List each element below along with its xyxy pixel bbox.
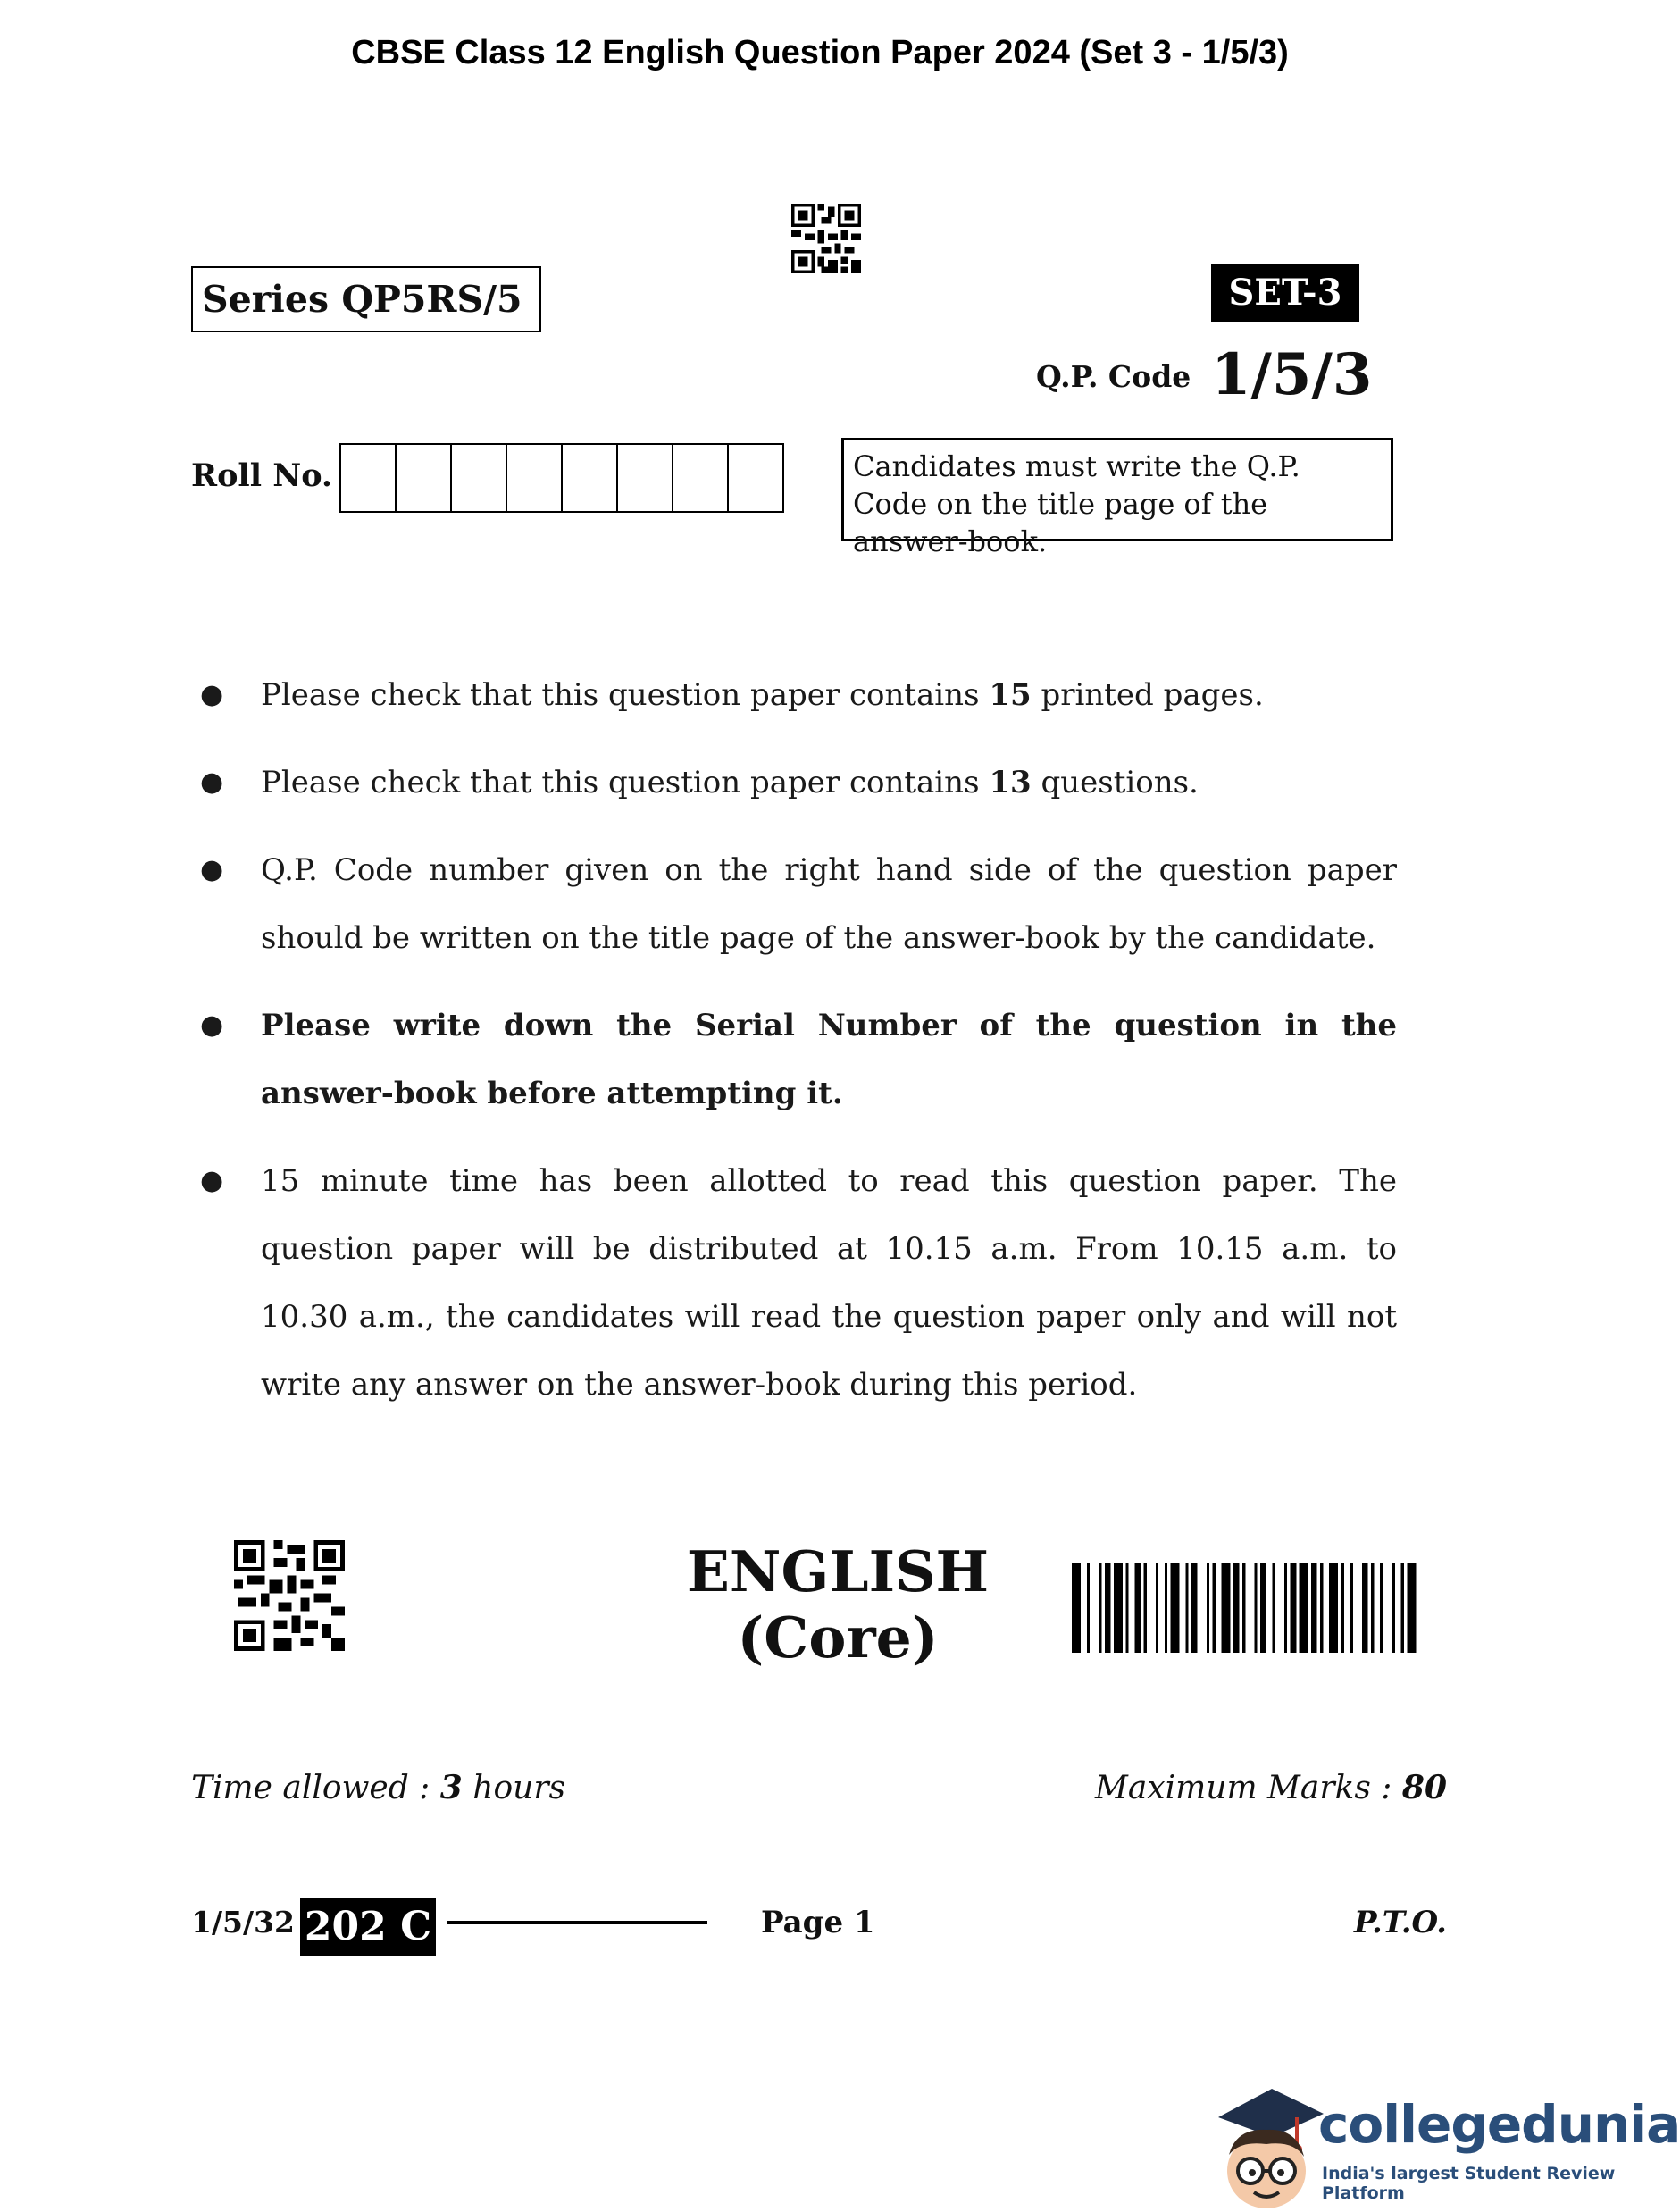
qp-code-label: Q.P. Code <box>1036 359 1191 394</box>
instruction-text: Please check that this question paper contains <box>261 677 990 713</box>
subject-variant: (Core) <box>737 1605 939 1671</box>
bullet-icon: ● <box>200 854 224 885</box>
series-label: Series QP5RS/5 <box>191 266 541 332</box>
instruction-item <box>191 836 1397 972</box>
instruction-text: Please check that this question paper contains <box>261 765 990 800</box>
qp-code-note: Candidates must write the Q.P. Code on the title page of the answer-book. <box>841 438 1393 541</box>
subject-title <box>625 1538 1050 1671</box>
roll-number-boxes[interactable] <box>339 443 784 513</box>
instruction-emphasis: 15 <box>989 677 1032 713</box>
brand-tagline: India's largest Student Review Platform <box>1322 2164 1616 2203</box>
instruction-list <box>191 661 1397 1438</box>
roll-number-digit-box[interactable] <box>450 443 507 513</box>
instruction-item <box>191 1147 1397 1419</box>
time-allowed <box>191 1769 565 1806</box>
bullet-icon: ● <box>200 1165 224 1196</box>
brand-name: collegedunia <box>1318 2094 1680 2155</box>
maximum-marks-label: Maximum Marks : <box>1095 1770 1402 1806</box>
instruction-item <box>191 661 1397 729</box>
instruction-text: Q.P. Code number given on the right hand side of the question paper should be written on the title page of the answer-book by the candidate. <box>261 852 1397 956</box>
maximum-marks <box>1095 1769 1447 1806</box>
bullet-icon: ● <box>200 1010 224 1041</box>
pto-label: P.T.O. <box>1354 1905 1447 1940</box>
instruction-text-end: printed pages. <box>1031 677 1264 713</box>
roll-number-label: Roll No. <box>191 457 333 494</box>
roll-number-digit-box[interactable] <box>672 443 729 513</box>
document-header-title: CBSE Class 12 English Question Paper 2024 (Set 3 - 1/5/3) <box>351 34 1289 71</box>
instruction-emphasis: 13 <box>989 765 1032 800</box>
bullet-icon: ● <box>200 679 224 710</box>
roll-number-digit-box[interactable] <box>339 443 397 513</box>
collegedunia-mascot-icon <box>1209 2082 1325 2212</box>
time-allowed-unit: hours <box>462 1770 565 1806</box>
footer-divider <box>447 1921 707 1924</box>
bullet-icon: ● <box>200 767 224 798</box>
roll-number-digit-box[interactable] <box>616 443 673 513</box>
roll-number-digit-box[interactable] <box>727 443 784 513</box>
instruction-item <box>191 992 1397 1127</box>
roll-number-digit-box[interactable] <box>395 443 452 513</box>
qr-code-icon <box>791 204 861 273</box>
roll-number-digit-box[interactable] <box>506 443 563 513</box>
qp-code-value: 1/5/3 <box>1211 341 1373 408</box>
roll-number-digit-box[interactable] <box>561 443 618 513</box>
instruction-text-end: questions. <box>1031 765 1199 800</box>
instruction-text: 15 minute time has been allotted to read this question paper. The question paper will be distributed at 10.15 a.m. From 10.15 a.m. to 10.30 a.m., the candidates will read the question paper only and will not write any answer on the answer-book during this period. <box>261 1163 1397 1403</box>
instruction-emphasis: Please write down the Serial Number of the question in the answer-book before attempting it. <box>261 1008 1397 1111</box>
maximum-marks-value: 80 <box>1401 1769 1447 1806</box>
time-allowed-label: Time allowed : <box>191 1770 440 1806</box>
page-number: Page 1 <box>761 1905 875 1940</box>
instruction-item <box>191 749 1397 817</box>
footer-badge: 202 C <box>300 1898 436 1956</box>
subject-name: ENGLISH <box>686 1538 990 1605</box>
qr-code-icon <box>234 1540 345 1651</box>
footer-code: 1/5/32 <box>191 1905 295 1940</box>
time-allowed-value: 3 <box>439 1769 463 1806</box>
barcode-icon <box>1072 1563 1422 1653</box>
set-badge: SET-3 <box>1211 264 1359 322</box>
